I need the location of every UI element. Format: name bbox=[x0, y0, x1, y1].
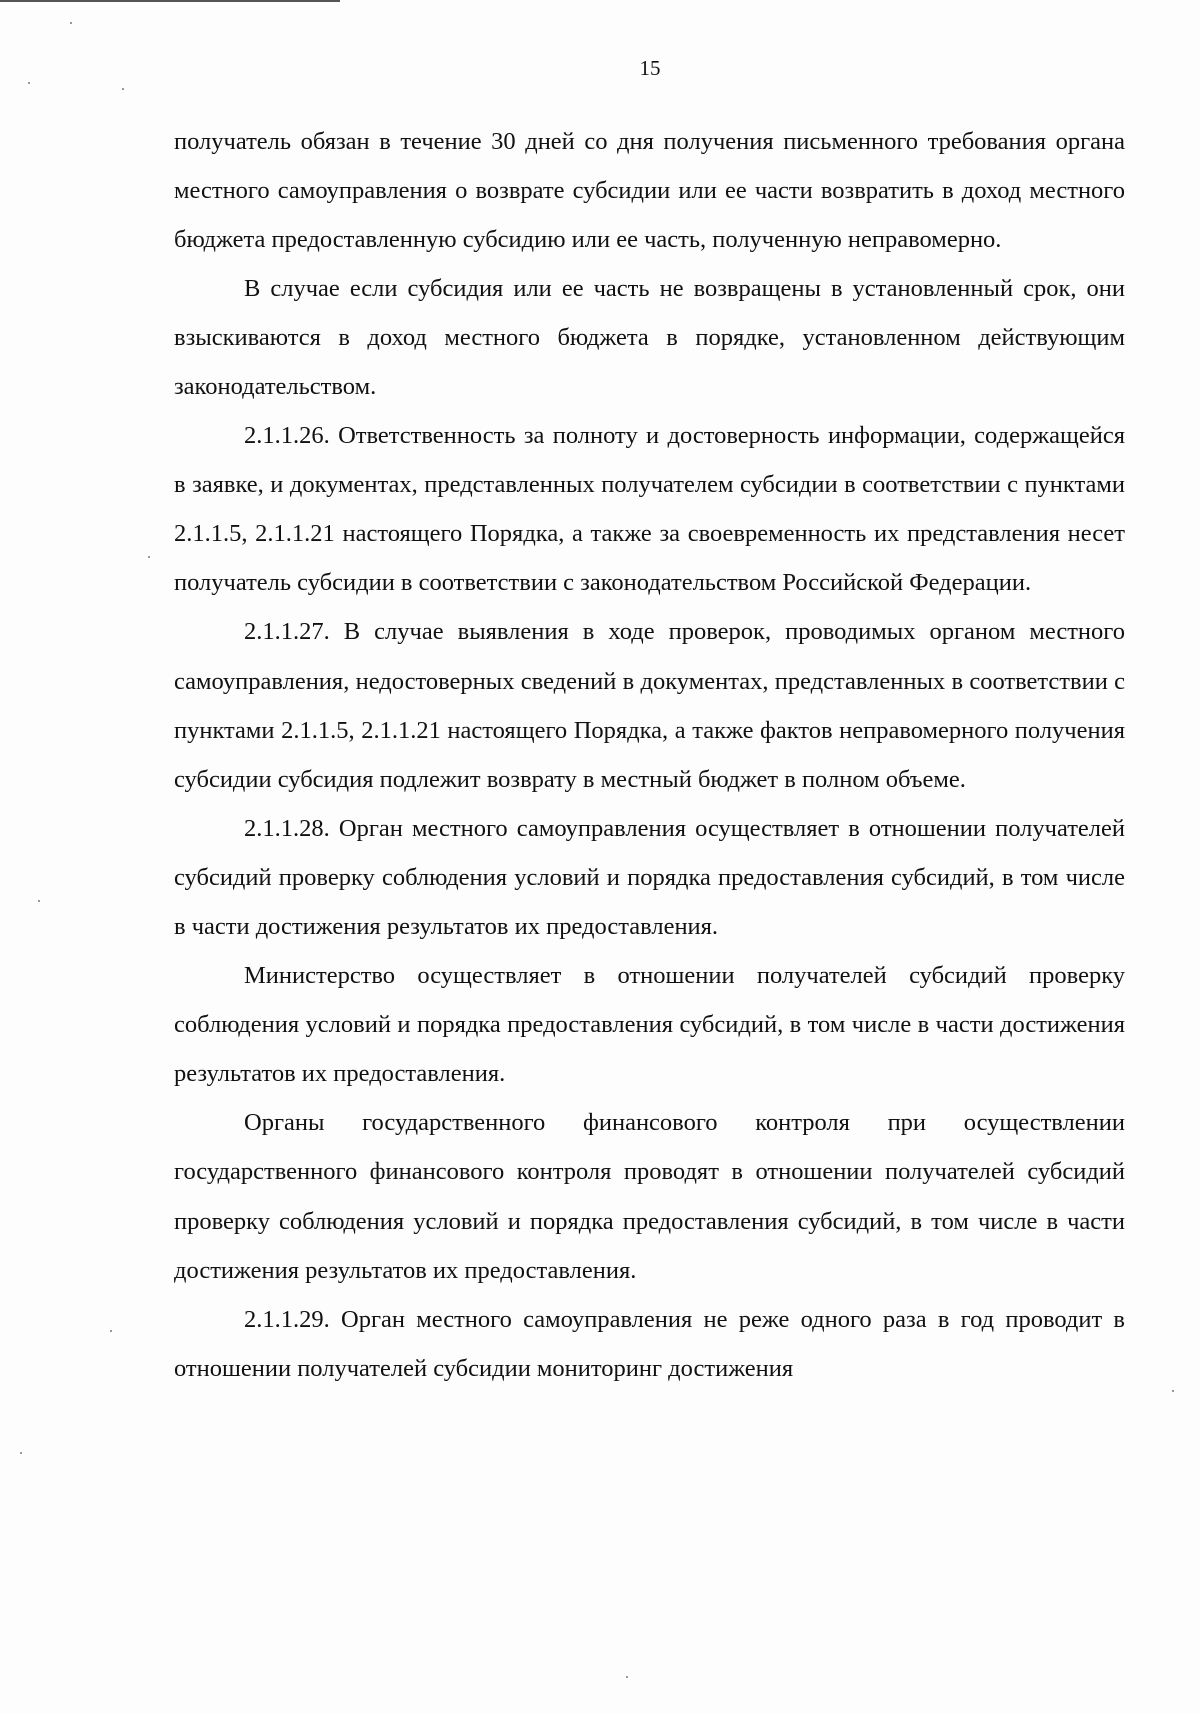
scan-speck bbox=[38, 900, 40, 902]
scan-speck bbox=[1172, 1390, 1174, 1392]
scan-speck bbox=[148, 556, 150, 558]
scan-speck bbox=[20, 1452, 22, 1454]
page-number: 15 bbox=[639, 56, 661, 80]
paragraph-2-1-1-27: 2.1.1.27. В случае выявления в ходе проверок, проводимых органом местного самоуправления, недостоверных сведений в документах, представленных в соответствии с пунктами 2.1.1.5, 2.1.1.21 настоящего Порядка, а также фактов неправомерного получения субсидии субсидия подлежит возврату в местный бюджет в полном объеме. bbox=[174, 618, 1125, 793]
paragraph-2-1-1-28: 2.1.1.28. Орган местного самоуправления осуществляет в отношении получателей субсидий проверку соблюдения условий и порядка предоставления субсидий, в том числе в части достижения результатов их предоставления. bbox=[174, 814, 1125, 940]
paragraph-recovery: В случае если субсидия или ее часть не возвращены в установленный срок, они взыскиваются в доход местного бюджета в порядке, установленном действующим законодательством. bbox=[174, 274, 1125, 400]
scan-speck bbox=[626, 1676, 628, 1678]
scan-speck bbox=[122, 88, 124, 90]
paragraph-ministry-check: Министерство осуществляет в отношении получателей субсидий проверку соблюдения условий и порядка предоставления субсидий, в том числе в части достижения результатов их предоставления. bbox=[174, 962, 1125, 1088]
paragraph-2-1-1-29: 2.1.1.29. Орган местного самоуправления не реже одного раза в год проводит в отношении получателей субсидии мониторинг достижения bbox=[174, 1305, 1125, 1382]
scan-speck bbox=[28, 82, 30, 84]
scan-top-edge bbox=[0, 0, 340, 2]
paragraph-financial-control: Органы государственного финансового контроля при осуществлении государственного финансового контроля проводят в отношении получателей субсидий проверку соблюдения условий и порядка предоставления субсидий, в том числе в части достижения результатов их предоставления. bbox=[174, 1109, 1125, 1284]
paragraph-2-1-1-26: 2.1.1.26. Ответственность за полноту и достоверность информации, содержащейся в заявке, и документах, представленных получателем субсидии в соответствии с пунктами 2.1.1.5, 2.1.1.21 настоящего Порядка, а также за своевременность их представления несет получатель субсидии в соответствии с законодательством Российской Федерации. bbox=[174, 422, 1125, 597]
document-body bbox=[174, 117, 1125, 1393]
scan-speck bbox=[70, 22, 72, 24]
scan-speck bbox=[110, 1330, 112, 1332]
paragraph-return-obligation: получатель обязан в течение 30 дней со дня получения письменного требования органа местного самоуправления о возврате субсидии или ее части возвратить в доход местного бюджета предоставленную субсидию или ее часть, полученную неправомерно. bbox=[174, 127, 1125, 253]
